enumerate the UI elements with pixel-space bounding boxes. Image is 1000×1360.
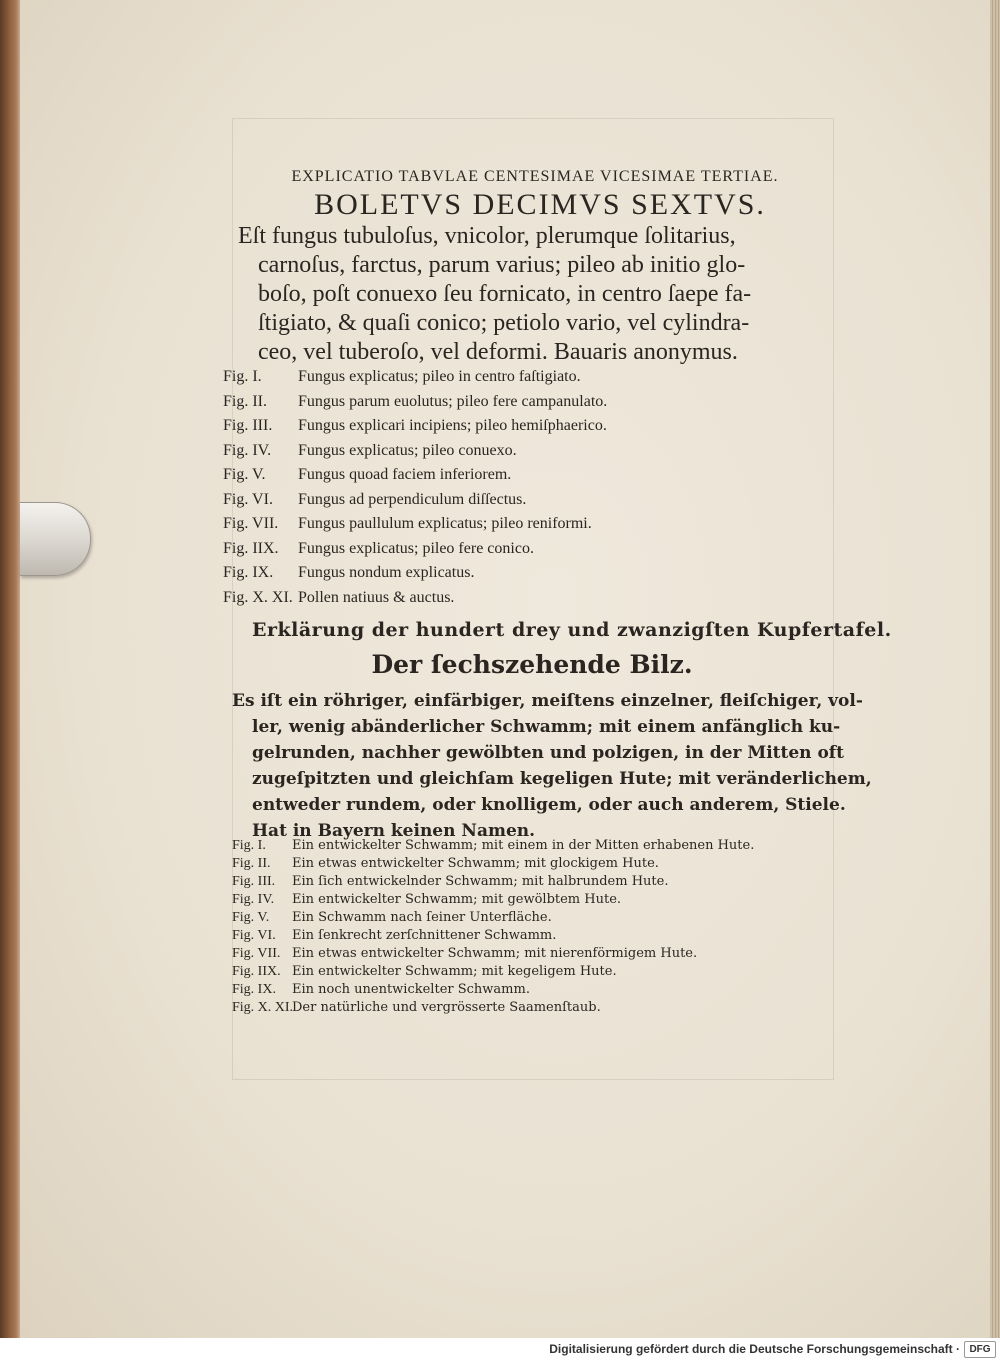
figure-number: Fig. IV.	[223, 441, 272, 459]
german-line: gelrunden, nachher gewölbten und polzigen, in der Mitten oft	[252, 743, 844, 763]
figure-caption: Fungus paullulum explicatus; pileo reniformi.	[298, 515, 592, 532]
figure-number: Fig. III.	[232, 874, 276, 889]
figure-number: Fig. IX.	[223, 564, 274, 581]
latin-figure-list	[223, 368, 843, 613]
german-figure-item	[232, 946, 832, 964]
latin-figure-item	[223, 417, 843, 442]
figure-number: Fig. III.	[223, 417, 273, 434]
figure-caption: Fungus nondum explicatus.	[298, 564, 475, 581]
figure-caption: Ein etwas entwickelter Schwamm; mit nierenförmigem Hute.	[292, 946, 698, 961]
german-figure-item	[232, 982, 832, 1000]
figure-number: Fig. VII.	[223, 515, 279, 532]
figure-caption: Fungus quoad faciem inferiorem.	[298, 466, 512, 483]
figure-number: Fig. VII.	[232, 946, 281, 961]
figure-number: Fig. IIX.	[223, 539, 279, 557]
latin-figure-item	[223, 368, 843, 393]
latin-heading: BOLETVS DECIMVS SEXTVS.	[314, 188, 766, 221]
figure-number: Fig. I.	[223, 368, 262, 385]
german-line: zugeſpitzten und gleichſam kegeligen Hute; mit veränderlichem,	[252, 769, 872, 789]
german-line: entweder rundem, oder knolligem, oder auch anderem, Stiele.	[252, 795, 846, 815]
german-figure-item	[232, 928, 832, 946]
funding-notice: Digitalisierung gefördert durch die Deutsche Forschungsgemeinschaft ·	[549, 1342, 960, 1356]
german-line: ler, wenig abänderlicher Schwamm; mit einem anfänglich ku-	[252, 717, 841, 737]
figure-number: Fig. V.	[223, 466, 266, 483]
figure-caption: Ein entwickelter Schwamm; mit gewölbtem Hute.	[292, 892, 622, 907]
german-heading: Der ſechszehende Bilz.	[371, 650, 693, 679]
figure-number: Fig. X. XI.	[223, 588, 293, 606]
german-figure-item	[232, 892, 832, 910]
latin-subheading: EXPLICATIO TABVLAE CENTESIMAE VICESIMAE TERTIAE.	[291, 168, 779, 185]
figure-number: Fig. VI.	[223, 490, 273, 508]
figure-caption: Fungus explicatus; pileo conuexo.	[298, 441, 517, 459]
figure-number: Fig. I.	[232, 838, 266, 853]
latin-figure-item	[223, 442, 843, 467]
figure-number: Fig. V.	[232, 910, 270, 925]
latin-figure-item	[223, 491, 843, 516]
dfg-logo: DFG	[964, 1341, 996, 1358]
latin-figure-item	[223, 466, 843, 491]
latin-description	[238, 222, 838, 367]
figure-caption: Ein entwickelter Schwamm; mit kegeligem Hute.	[292, 964, 617, 979]
german-figure-item	[232, 838, 832, 856]
german-subheading: Erklärung der hundert drey und zwanzigſten Kupfertafel.	[252, 619, 892, 641]
figure-caption: Fungus parum euolutus; pileo fere campanulato.	[298, 392, 608, 410]
book-page	[20, 0, 990, 1338]
figure-number: Fig. X. XI.	[232, 1000, 294, 1015]
latin-line: Eſt fungus tubuloſus, vnicolor, plerumque ſolitarius,	[238, 223, 736, 249]
latin-line: boſo, poſt conuexo ſeu fornicato, in centro ſaepe fa-	[258, 281, 752, 307]
figure-caption: Fungus explicari incipiens; pileo hemiſphaerico.	[298, 417, 607, 434]
german-figure-item	[232, 910, 832, 928]
figure-number: Fig. IX.	[232, 982, 276, 997]
figure-caption: Ein noch unentwickelter Schwamm.	[292, 982, 530, 997]
figure-number: Fig. II.	[223, 392, 267, 410]
figure-caption: Ein entwickelter Schwamm; mit einem in der Mitten erhabenen Hute.	[292, 838, 755, 853]
german-figure-list	[232, 838, 832, 1018]
figure-caption: Ein ſenkrecht zerſchnittener Schwamm.	[292, 928, 557, 943]
digitization-footer	[0, 1338, 1000, 1360]
figure-caption: Der natürliche und vergrösserte Saamenſtaub.	[292, 1000, 601, 1015]
figure-caption: Fungus explicatus; pileo in centro faſtigiato.	[298, 368, 581, 385]
german-figure-item	[232, 964, 832, 982]
latin-figure-item	[223, 515, 843, 540]
latin-line: ceo, vel tuberoſo, vel deformi. Bauaris anonymus.	[258, 339, 738, 365]
figure-number: Fig. IV.	[232, 892, 275, 907]
german-figure-item	[232, 874, 832, 892]
page-clip	[20, 502, 91, 576]
figure-number: Fig. VI.	[232, 928, 276, 943]
figure-caption: Fungus explicatus; pileo fere conico.	[298, 539, 534, 557]
figure-caption: Ein Schwamm nach ſeiner Unterfläche.	[292, 910, 552, 925]
figure-caption: Ein etwas entwickelter Schwamm; mit glockigem Hute.	[292, 856, 659, 871]
figure-number: Fig. II.	[232, 856, 271, 871]
figure-caption: Ein ſich entwickelnder Schwamm; mit halbrundem Hute.	[292, 874, 669, 889]
latin-figure-item	[223, 393, 843, 418]
german-description	[232, 688, 872, 844]
latin-figure-item	[223, 589, 843, 614]
latin-line: ſtigiato, & quaſi conico; petiolo vario, vel cylindra-	[258, 310, 750, 336]
latin-figure-item	[223, 564, 843, 589]
page-stack-edge	[990, 0, 1000, 1338]
latin-figure-item	[223, 540, 843, 565]
german-line: Es iſt ein röhriger, einfärbiger, meiſtens einzelner, fleiſchiger, vol-	[232, 691, 863, 711]
german-figure-item	[232, 856, 832, 874]
book-binding-edge	[0, 0, 20, 1338]
figure-caption: Pollen natiuus & auctus.	[298, 588, 455, 606]
german-figure-item	[232, 1000, 832, 1018]
figure-number: Fig. IIX.	[232, 964, 281, 979]
latin-line: carnoſus, farctus, parum varius; pileo ab initio glo-	[258, 252, 746, 278]
figure-caption: Fungus ad perpendiculum diſſectus.	[298, 490, 527, 508]
german-line: Hat in Bayern keinen Namen.	[252, 821, 536, 841]
